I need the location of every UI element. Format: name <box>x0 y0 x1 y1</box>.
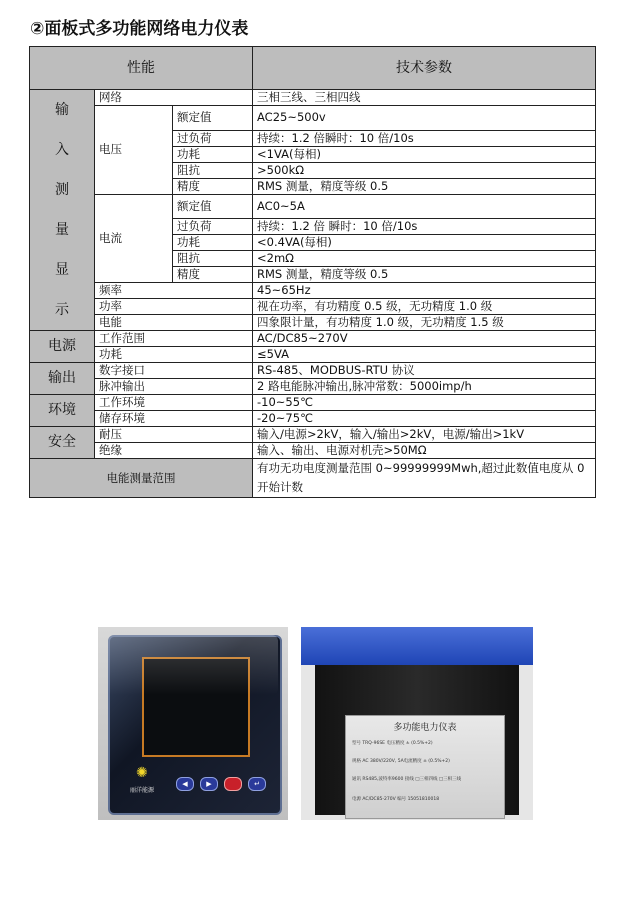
row-value: AC0~5A <box>253 194 596 219</box>
row-param: 精度 <box>173 267 253 283</box>
row-value: 持续：1.2 倍瞬时：10 倍/10s <box>253 130 596 146</box>
table-row <box>30 395 596 411</box>
row-label: 功率 <box>95 299 253 315</box>
row-value: 输入、输出、电源对机壳>50MΩ <box>253 443 596 459</box>
row-value: -10~55℃ <box>253 395 596 411</box>
table-row <box>30 106 596 131</box>
category-safety: 安全 <box>30 427 95 459</box>
row-value: 视在功率，有功精度 0.5 级，无功精度 1.0 级 <box>253 299 596 315</box>
row-value: 有功无功电度测量范围 0~99999999Mwh,超过此数值电度从 0 开始计数 <box>253 459 596 498</box>
nameplate-row: 通讯 RS485,波特率9600 接线 □三相四线 □三相三线 <box>352 777 462 782</box>
row-label: 工作范围 <box>95 331 253 347</box>
category-power-supply: 电源 <box>30 331 95 363</box>
nameplate-row: 型号 TRQ-96SE 电压精度 ± (0.5%+2) <box>352 741 433 746</box>
row-label: 绝缘 <box>95 443 253 459</box>
table-header-row <box>30 47 596 90</box>
category-environment: 环境 <box>30 395 95 427</box>
category-energy-range: 电能测量范围 <box>30 459 253 498</box>
row-value: 2 路电能脉冲输出,脉冲常数：5000imp/h <box>253 379 596 395</box>
table-row <box>30 347 596 363</box>
row-param: 过负荷 <box>173 219 253 235</box>
table-row <box>30 363 596 379</box>
table-row <box>30 443 596 459</box>
header-specs: 技术参数 <box>253 47 596 90</box>
table-row <box>30 90 596 106</box>
row-param: 额定值 <box>173 194 253 219</box>
table-row <box>30 379 596 395</box>
row-label: 储存环境 <box>95 411 253 427</box>
nameplate-row: 电源 AC/DC85-270V 编号 15051810018 <box>352 797 440 802</box>
row-value: AC/DC85~270V <box>253 331 596 347</box>
row-value: 四象限计量，有功精度 1.0 级，无功精度 1.5 级 <box>253 315 596 331</box>
row-label: 脉冲输出 <box>95 379 253 395</box>
photo-rear-label <box>301 627 533 820</box>
row-value: RMS 测量，精度等级 0.5 <box>253 267 596 283</box>
row-label: 数字接口 <box>95 363 253 379</box>
brand-text: 丽洋能源 <box>130 787 155 794</box>
group-current: 电流 <box>95 194 173 283</box>
left-button-icon: ◀ <box>176 777 194 791</box>
row-param: 额定值 <box>173 106 253 131</box>
row-value: 持续：1.2 倍 瞬时：10 倍/10s <box>253 219 596 235</box>
photo-front-panel <box>98 627 288 820</box>
row-label: 网络 <box>95 90 253 106</box>
nameplate-label <box>345 715 505 819</box>
group-voltage: 电压 <box>95 106 173 195</box>
row-value: RS-485、MODBUS-RTU 协议 <box>253 363 596 379</box>
row-label: 工作环境 <box>95 395 253 411</box>
row-value: <0.4VA(每相) <box>253 235 596 251</box>
nameplate-row: 规格 AC 380V/220V, 5A电流精度 ± (0.5%+2) <box>352 759 450 764</box>
row-value: AC25~500v <box>253 106 596 131</box>
row-value: ≤5VA <box>253 347 596 363</box>
header-performance: 性能 <box>30 47 253 90</box>
row-label: 电能 <box>95 315 253 331</box>
row-value: 45~65Hz <box>253 283 596 299</box>
table-row <box>30 299 596 315</box>
row-value: >500kΩ <box>253 162 596 178</box>
row-value: 三相三线、三相四线 <box>253 90 596 106</box>
table-row <box>30 194 596 219</box>
category-input-measure: 输 入 测 量 显 示 <box>30 90 95 331</box>
table-row <box>30 331 596 347</box>
row-param: 过负荷 <box>173 130 253 146</box>
row-value: <1VA(每相) <box>253 146 596 162</box>
category-output: 输出 <box>30 363 95 395</box>
row-param: 功耗 <box>173 235 253 251</box>
row-label: 功耗 <box>95 347 253 363</box>
row-param: 精度 <box>173 178 253 194</box>
menu-button-icon <box>224 777 242 791</box>
right-button-icon: ▶ <box>200 777 218 791</box>
table-row <box>30 459 596 498</box>
row-value: RMS 测量，精度等级 0.5 <box>253 178 596 194</box>
table-row <box>30 315 596 331</box>
row-param: 阻抗 <box>173 162 253 178</box>
enter-button-icon: ↵ <box>248 777 266 791</box>
table-row <box>30 283 596 299</box>
meter-buttons <box>176 777 266 791</box>
row-label: 耐压 <box>95 427 253 443</box>
spec-table <box>29 46 596 498</box>
row-label: 频率 <box>95 283 253 299</box>
row-value: 输入/电源>2kV，输入/输出>2kV，电源/输出>1kV <box>253 427 596 443</box>
table-row <box>30 411 596 427</box>
row-value: <2mΩ <box>253 251 596 267</box>
meter-cover <box>301 627 533 665</box>
page-heading: ②面板式多功能网络电力仪表 <box>30 19 249 39</box>
table-row <box>30 427 596 443</box>
nameplate-title: 多功能电力仪表 <box>393 723 457 733</box>
row-param: 阻抗 <box>173 251 253 267</box>
brand-logo-icon: ✺ <box>136 765 148 781</box>
row-param: 功耗 <box>173 146 253 162</box>
row-value: -20~75℃ <box>253 411 596 427</box>
